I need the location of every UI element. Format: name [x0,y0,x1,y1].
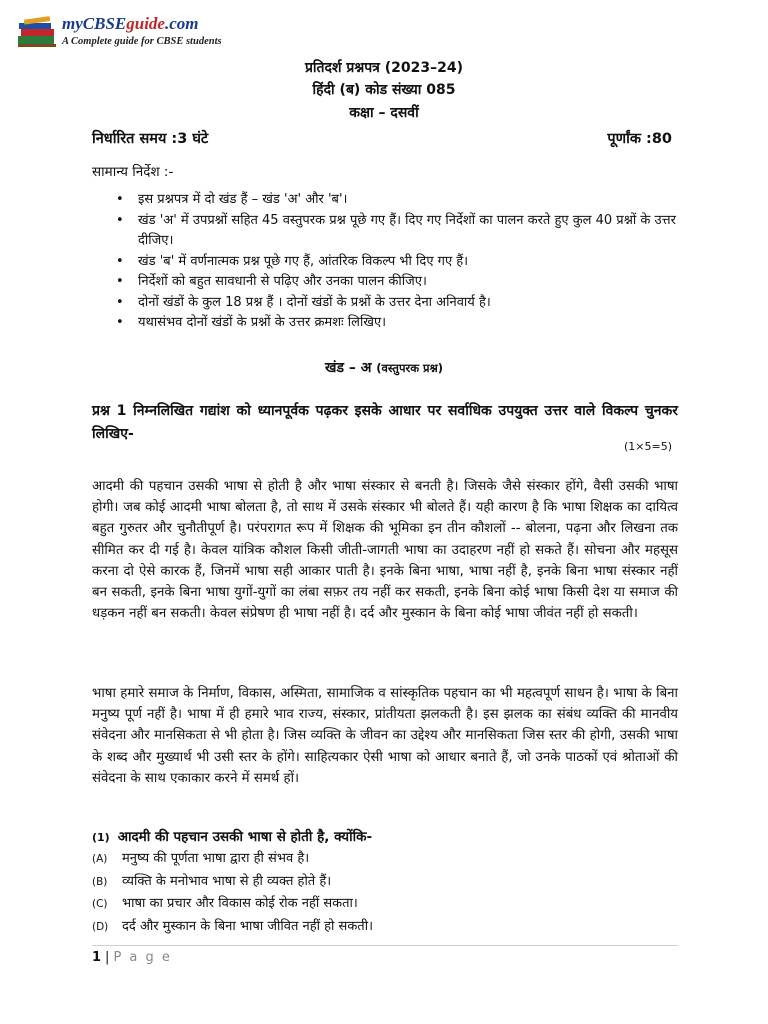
passage-paragraph-2: भाषा हमारे समाज के निर्माण, विकास, अस्मिता, सामाजिक व सांस्कृतिक पहचान का भी महत्वपूर्ण साधन है। भाषा के बिना मनुष्य पूर्ण नहीं है। भाषा में ही हमारे भाव राज्य, संस्कार, प्रांतीयता झलकती है। इस झलक का संबंध व्यक्ति की मानवीय संवेदना और मानसिकता से भी होता है। जिस व्यक्ति के जीवन का उद्देश्य और मानसिकता जिस स्तर की होगी, उसकी भाषा के शब्द और मुख्यार्थ भी उसी स्तर के होंगे। साहित्यकार ऐसी भाषा को आधार बनाते हैं, जो उनके पाठकों एवं श्रोताओं की संवेदना के साथ एकाकार करने में समर्थ हों। [92,686,678,786]
books-icon [16,16,60,50]
passage-paragraph-1: आदमी की पहचान उसकी भाषा से होती है और भाषा संस्कार से बनती है। जिसके जैसे संस्कार होंगे, वैसी उसकी भाषा होगी। जब कोई आदमी भाषा बोलता है, तो साथ में उसके संस्कार भी बोलते हैं। यही कारण है कि भाषा शिक्षक का दायित्व बहुत गुरुतर और चुनौतीपूर्ण है। परंपरागत रूप में शिक्षक की भूमिका इन तीन कौशलों -- बोलना, पढ़ना और लिखना तक सीमित कर दी गई है। केवल यांत्रिक कौशल किसी जीती-जागती भाषा का उदाहरण नहीं हो सकते हैं। सोचना और महसूस करना दो ऐसे कारक हैं, जिनमें भाषा सही आकार पाती है। इनके बिना भाषा, भाषा नहीं है, इनके बिना भाषा संस्कार नहीं बन सकती, इनके बिना भाषा युगों-युगों का लंबा सफ़र तय नहीं कर सकती, इनके बिना कोई भाषा किसी देश या समाज की धड़कन नहीं बन सकती। केवल संप्रेषण ही भाषा नहीं है। दर्द और मुस्कान के बिना कोई भाषा जीवंत नहीं हो सकती। [92,479,678,622]
option-label: (B) [92,875,108,888]
max-marks: पूर्णांक :80 [607,131,672,147]
option-label: (D) [92,920,109,933]
site-logo [16,12,236,52]
option-text: भाषा का प्रचार और विकास कोई रोक नहीं सकता। [122,896,358,911]
paper-title: प्रतिदर्श प्रश्नपत्र (2023–24) [304,60,464,76]
subquestion-1 [92,827,372,845]
subject-code: हिंदी (ब) कोड संख्या 085 [312,82,456,98]
class-label: कक्षा – दसवीं [349,105,419,121]
question-1-text: प्रश्न 1 निम्नलिखित गद्यांश को ध्यानपूर्वक पढ़कर इसके आधार पर सर्वाधिक उपयुक्त उत्तर वाले विकल्प चुनकर लिखिए- [92,403,678,442]
page-word: P a g e [113,950,172,965]
instruction-item: • दोनों खंडों के कुल 18 प्रश्न हैं । दोनों खंडों के प्रश्नों के उत्तर देना अनिवार्य है। [116,293,678,314]
option-b [92,871,373,894]
subquestion-text: आदमी की पहचान उसकी भाषा से होती है, क्योंकि- [117,829,373,845]
option-label: (C) [92,898,108,910]
section-title: खंड – अ [325,360,372,376]
option-text: मनुष्य की पूर्णता भाषा द्वारा ही संभव है। [122,851,310,866]
logo-title: myCBSEguide.com [62,14,199,33]
instruction-item: • खंड 'अ' में उपप्रश्नों सहित 45 वस्तुपरक प्रश्न पूछे गए हैं। दिए गए निर्देशों का पालन करते हुए कुल 40 प्रश्नों के उत्तर दीजिए। [116,211,678,252]
instruction-item: • यथासंभव दोनों खंडों के प्रश्नों के उत्तर क्रमशः लिखिए। [116,313,678,334]
option-label: (A) [92,853,108,865]
instructions-heading: सामान्य निर्देश :- [92,164,174,180]
time-allowed: निर्धारित समय :3 घंटे [92,131,209,147]
footer-divider [92,945,678,946]
option-text: व्यक्ति के मनोभाव भाषा से ही व्यक्त होते हैं। [122,873,332,889]
footer-separator: | [105,950,110,965]
answer-options [92,848,373,938]
question-1-marks: (1×5=5) [623,440,672,453]
subquestion-number: (1) [92,831,110,844]
instructions-list [116,190,678,334]
option-c [92,893,373,916]
option-d [92,916,373,939]
instruction-item: • इस प्रश्नपत्र में दो खंड हैं – खंड 'अ' और 'ब'। [116,190,678,211]
instruction-item: • खंड 'ब' में वर्णनात्मक प्रश्न पूछे गए हैं, आंतरिक विकल्प भी दिए गए हैं। [116,252,678,273]
logo-tagline: A Complete guide for CBSE students [62,36,222,47]
instruction-item: • निर्देशों को बहुत सावधानी से पढ़िए और उनका पालन कीजिए। [116,272,678,293]
section-heading [0,358,768,377]
page-footer [92,950,172,965]
option-text: दर्द और मुस्कान के बिना भाषा जीवित नहीं हो सकती। [122,918,374,934]
option-a [92,848,373,871]
page-number: 1 [92,950,102,965]
section-subtitle: (वस्तुपरक प्रश्न) [376,361,443,375]
